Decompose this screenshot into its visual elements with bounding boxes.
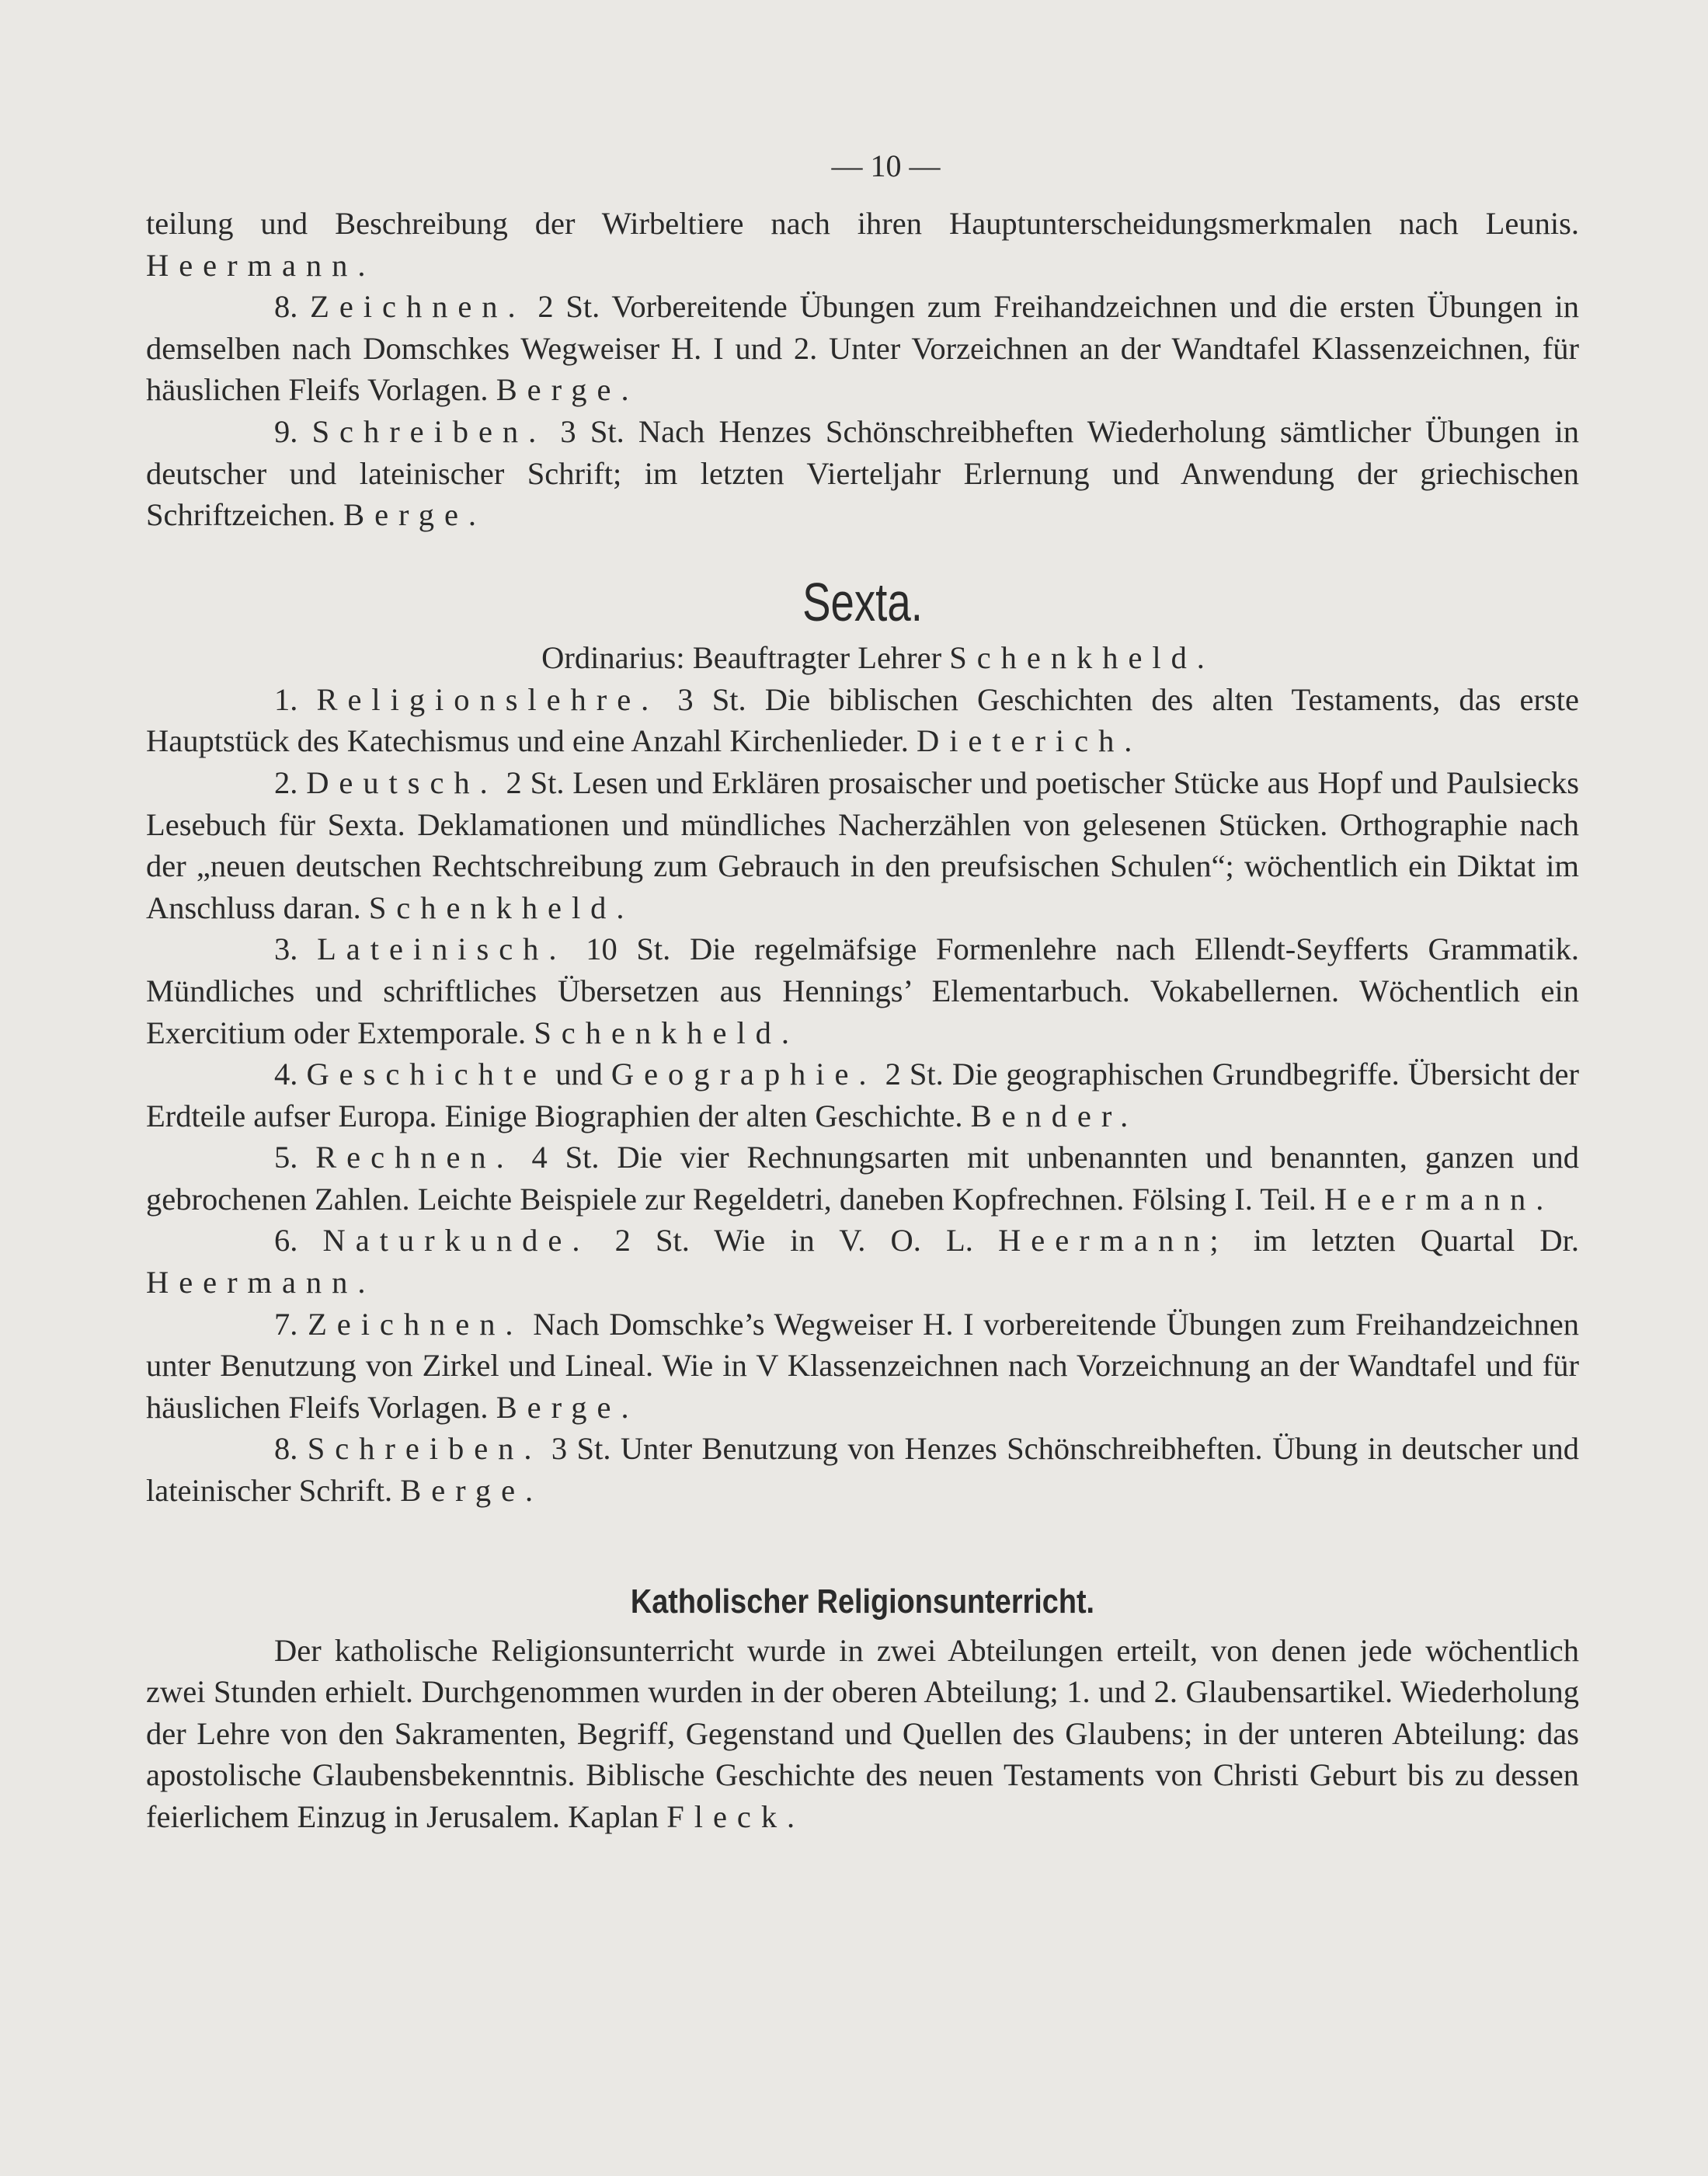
paragraph-text: 2 St. Vorbereitende Übungen zum Freihandzeichnen und die ersten Übungen in demselben nach Domschkes Wegweiser H. I und 2. Unter Vorzeichnen an der Wandtafel Klassenzeichnen, für häuslichen Fleifs Vorlagen. <box>146 289 1579 408</box>
subject-name: Schreiben. <box>311 413 547 449</box>
paragraph-text: 2 St. Die geographischen Grundbegriffe. Übersicht der Erdteile aufser Europa. Einige Biographien der alten Geschichte. <box>146 1057 1580 1133</box>
teacher-name: Heermann. <box>146 1265 376 1300</box>
paragraph-text: 3 St. Unter Benutzung von Henzes Schönschreibheften. Übung in deutscher und lateinischer Schrift. <box>146 1431 1580 1509</box>
teacher-name: Schenkheld. <box>949 639 1215 675</box>
subject-name: Deutsch. <box>306 764 498 800</box>
paragraph-text: teilung und Beschreibung der Wirbeltiere nach ihren Hauptunterscheidungsmerkmalen nach Leunis. <box>146 206 1579 241</box>
paragraph-catholic <box>146 1630 1579 1838</box>
teacher-name: Berge. <box>343 497 486 533</box>
subject-name: Zeichnen. <box>308 1306 524 1342</box>
item-number: 8. <box>274 1431 298 1467</box>
page-content <box>146 148 1579 1838</box>
subject-name: Geographie. <box>610 1057 877 1092</box>
item-number: 9. <box>274 413 298 449</box>
paragraph-text: 3 St. Die biblischen Geschichten des alten Testaments, das erste Hauptstück des Katechismus und eine Anzahl Kirchenlieder. <box>146 681 1580 759</box>
teacher-name: Bender. <box>970 1098 1139 1133</box>
subject-name: Geschichte <box>306 1057 547 1092</box>
paragraph-schreiben-sexta <box>146 1428 1579 1511</box>
item-number: 5. <box>274 1140 298 1175</box>
paragraph-zeichnen-sexta <box>146 1304 1579 1429</box>
paragraph-continuation <box>146 203 1579 286</box>
teacher-name: Dieterich. <box>916 723 1143 759</box>
teacher-name: Berge. <box>496 372 639 408</box>
teacher-name: Heermann. <box>146 247 376 283</box>
paragraph-text: 2 St. Wie in V. O. L. <box>614 1223 973 1259</box>
item-number: 8. <box>274 289 298 325</box>
paragraph-naturkunde <box>146 1220 1579 1303</box>
paragraph-text: 2 St. Lesen und Erklären prosaischer und poetischer Stücke aus Hopf und Paulsiecks Lesebuch für Sexta. Deklamationen und mündliches Nacherzählen von gelesenen Stücken. Orthographie nach der „neuen deutschen Rechtschreibung zum Gebrauch in den preufsischen Schulen“; wöchentlich ein Diktat im Anschluss daran. <box>146 764 1580 925</box>
paragraph-text: 4 St. Die vier Rechnungsarten mit unbenannten und benannten, ganzen und gebrochenen Zahlen. Leichte Beispiele zur Regeldetri, daneben Kopfrechnen. Fölsing I. Teil. <box>146 1140 1579 1217</box>
subject-name: Zeichnen. <box>310 289 526 325</box>
paragraph-text: Nach Domschke’s Wegweiser H. I vorbereitende Übungen zum Freihandzeichnen unter Benutzung von Zirkel und Lineal. Wie in V Klassenzeichnen nach Vorzeichnung an der Wandtafel und für häuslichen Fleifs Vorlagen. <box>146 1306 1580 1425</box>
item-number: 4. <box>274 1057 298 1092</box>
subject-name: Religionslehre. <box>316 681 659 717</box>
paragraph-text: 10 St. Die regelmäfsige Formenlehre nach Ellendt-Seyfferts Grammatik. Mündliches und schriftliches Übersetzen aus Hennings’ Elementarbuch. Vokabellernen. Wöchentlich ein Exercitium oder Extemporale. <box>146 931 1580 1050</box>
teacher-name: Heermann. <box>1324 1181 1554 1217</box>
paragraph-zeichnen-fifth <box>146 286 1579 411</box>
paragraph-deutsch <box>146 762 1579 928</box>
paragraph-religionslehre <box>146 679 1579 762</box>
teacher-name: Fleck. <box>666 1799 805 1834</box>
item-number: 2. <box>274 764 298 800</box>
subject-name: Lateinisch. <box>317 931 567 967</box>
item-number: 6. <box>274 1223 298 1259</box>
paragraph-text: im letzten Quartal Dr. <box>1253 1223 1579 1259</box>
ordinarius-line <box>177 637 1579 679</box>
teacher-name: Schenkheld. <box>534 1015 799 1050</box>
item-number: 7. <box>274 1306 298 1342</box>
teacher-name: Schenkheld. <box>368 890 635 925</box>
subject-name: Schreiben. <box>307 1431 542 1467</box>
section-heading-catholic: Katholischer Religionsunterricht. <box>630 1582 1095 1621</box>
paragraph-geschichte-geographie <box>146 1053 1579 1137</box>
page-number: — 10 — <box>831 148 941 183</box>
subject-name: Naturkunde. <box>322 1223 590 1259</box>
paragraph-rechnen <box>146 1137 1579 1220</box>
ordinarius-label: Ordinarius: Beauftragter Lehrer <box>541 639 942 675</box>
teacher-name: Berge. <box>400 1473 544 1509</box>
section-heading-sexta: Sexta. <box>802 571 923 632</box>
item-number: 1. <box>274 681 298 717</box>
item-number: 3. <box>274 931 298 967</box>
paragraph-lateinisch <box>146 928 1579 1053</box>
paragraph-text: 3 St. Nach Henzes Schönschreibheften Wiederholung sämtlicher Übungen in deutscher und lateinischer Schrift; im letzten Vierteljahr Erlernung und Anwendung der griechischen Schriftzeichen. <box>146 413 1580 533</box>
paragraph-schreiben-fifth <box>146 411 1579 536</box>
teacher-name: Heermann; <box>998 1223 1229 1259</box>
paragraph-text: Der katholische Religionsunterricht wurde in zwei Abteilungen erteilt, von denen jede wöchentlich zwei Stunden erhielt. Durchgenommen wurden in der oberen Abteilung; 1. und 2. Glaubensartikel. Wiederholung der Lehre von den Sakramenten, Begriff, Gegenstand und Quellen des Glaubens; in der unteren Abteilung: das apostolische Glaubensbekenntnis. Biblische Geschichte des neuen Testaments von Christi Geburt bis zu dessen feierlichem Einzug in Jerusalem. Kaplan <box>146 1632 1579 1834</box>
teacher-name: Berge. <box>496 1389 639 1425</box>
subject-name: Rechnen. <box>315 1140 514 1175</box>
conjunction: und <box>555 1057 603 1092</box>
